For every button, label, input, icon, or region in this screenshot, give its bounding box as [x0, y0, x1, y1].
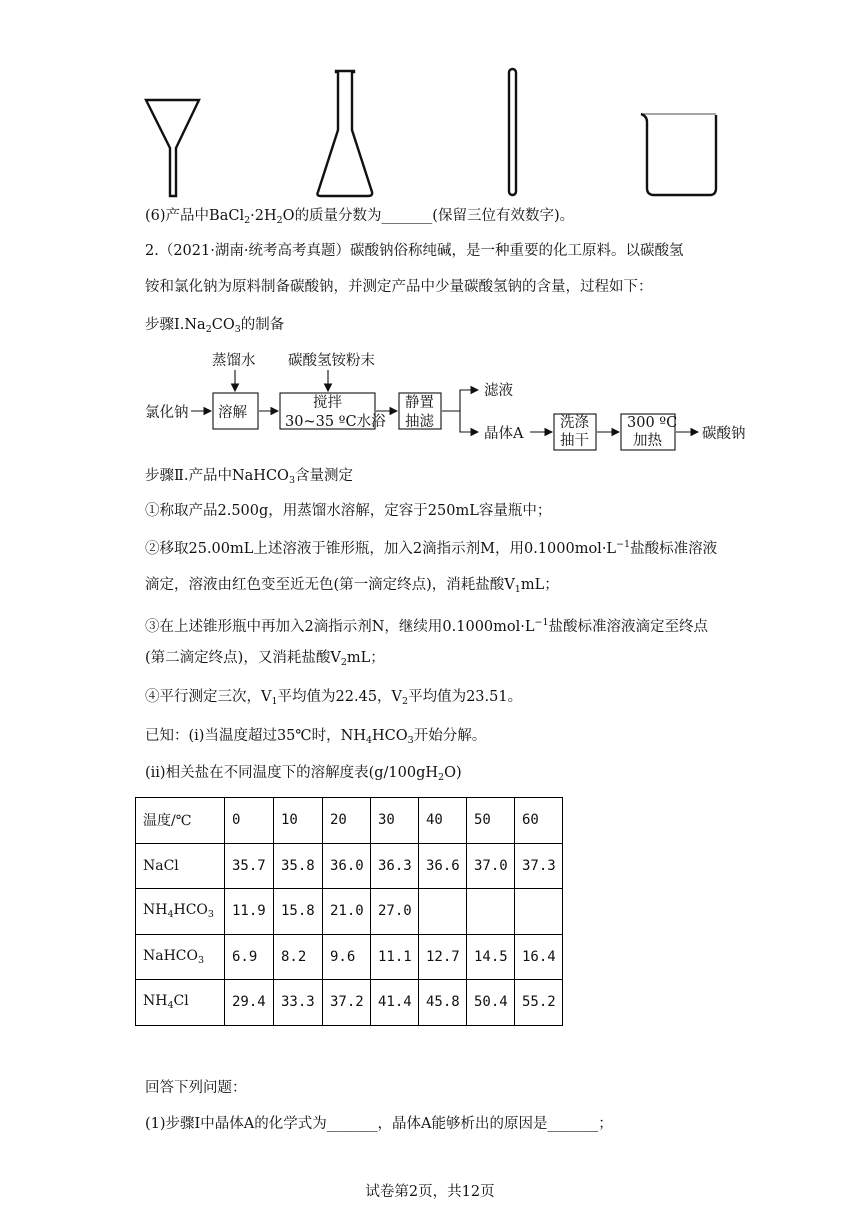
value-cell: 36.6: [419, 843, 467, 889]
flow-wash-label-1: 洗涤: [560, 415, 589, 431]
value-cell: 15.8: [274, 889, 323, 935]
flow-stir-label-2: 30~35 ºC水浴: [285, 414, 386, 430]
value-cell: [515, 889, 563, 935]
table-row: [136, 843, 563, 889]
value-cell: 37.3: [515, 843, 563, 889]
flow-dissolve-label: 溶解: [218, 405, 247, 421]
header-temp-cell: 30: [371, 798, 419, 844]
answer-prompt: 回答下列问题：: [145, 1080, 247, 1096]
salt-name-cell: NaHCO$_3$: [136, 934, 225, 980]
flow-diagram: [0, 340, 860, 460]
value-cell: 27.0: [371, 889, 419, 935]
value-cell: 16.4: [515, 934, 563, 980]
question-1: (1)步骤Ⅰ中晶体A的化学式为_______，晶体A能够析出的原因是_______；: [145, 1116, 613, 1132]
procedure-2-line1: ②移取25.00mL上述溶液于锥形瓶，加入2滴指示剂M，用$0.1000mol\cdot L^{-1}$盐酸标准溶液: [145, 539, 718, 557]
flow-crystal-label: 晶体A: [484, 426, 524, 442]
value-cell: 33.3: [274, 980, 323, 1026]
flow-settle-label-1: 静置: [405, 395, 434, 411]
value-cell: 36.3: [371, 843, 419, 889]
value-cell: 29.4: [225, 980, 274, 1026]
beaker-icon: [641, 114, 716, 195]
procedure-2-line2: 滴定，溶液由红色变至近无色(第一滴定终点)，消耗盐酸$V_1mL$；: [145, 577, 559, 595]
value-cell: 21.0: [323, 889, 371, 935]
value-cell: 55.2: [515, 980, 563, 1026]
procedure-4: ④平行测定三次，$V_1$平均值为22.45，$V_2$平均值为23.51。: [145, 689, 523, 707]
table-row: [136, 889, 563, 935]
flow-product-label: 碳酸钠: [702, 426, 746, 442]
flow-powder-label: 碳酸氢铵粉末: [288, 353, 375, 369]
flow-start-label: 氯化钠: [145, 405, 189, 421]
header-temp-cell: 0: [225, 798, 274, 844]
header-temp-cell: 10: [274, 798, 323, 844]
apparatus-illustration: [0, 60, 860, 200]
flow-filtrate-label: 滤液: [484, 383, 513, 399]
value-cell: 35.7: [225, 843, 274, 889]
known-condition: 已知：(i)当温度超过35℃时，$NH_4HCO_3$开始分解。: [145, 728, 487, 746]
question-6: (6)产品中$BaCl_2\cdot 2H_2O$的质量分数为_______(保留三位有效数字)。: [145, 208, 575, 226]
procedure-3-line1: ③在上述锥形瓶中再加入2滴指示剂N，继续用$0.1000mol\cdot L^{-1}$盐酸标准溶液滴定至终点: [145, 617, 709, 635]
value-cell: 50.4: [467, 980, 515, 1026]
value-cell: 11.1: [371, 934, 419, 980]
procedure-1: ①称取产品2.500g，用蒸馏水溶解，定容于250mL容量瓶中；: [145, 503, 552, 519]
flow-heat-label-1: 300 ºC: [627, 415, 678, 431]
value-cell: 35.8: [274, 843, 323, 889]
value-cell: [467, 889, 515, 935]
procedure-3-line2: (第二滴定终点)，又消耗盐酸$V_2mL$；: [145, 650, 385, 668]
value-cell: 12.7: [419, 934, 467, 980]
value-cell: 45.8: [419, 980, 467, 1026]
header-temp-cell: 20: [323, 798, 371, 844]
table-row: [136, 980, 563, 1026]
header-temperature-label: 温度/℃: [136, 798, 225, 844]
table-row: [136, 934, 563, 980]
flow-water-label: 蒸馏水: [212, 353, 256, 369]
funnel-icon: [146, 100, 199, 196]
header-temp-cell: 50: [467, 798, 515, 844]
flow-stir-label-1: 搅拌: [313, 395, 342, 411]
conical-flask-icon: [317, 71, 372, 196]
value-cell: 6.9: [225, 934, 274, 980]
question-2-line2: 铵和氯化钠为原料制备碳酸钠，并测定产品中少量碳酸氢钠的含量，过程如下：: [145, 279, 653, 295]
flow-heat-label-2: 加热: [633, 433, 662, 449]
page-footer: 试卷第2页，共12页: [365, 1184, 495, 1200]
value-cell: 37.2: [323, 980, 371, 1026]
salt-name-cell: $NH_4Cl$: [136, 980, 225, 1026]
question-2-line1: 2.（2021·湖南·统考高考真题）碳酸钠俗称纯碱，是一种重要的化工原料。以碳酸氢: [145, 243, 684, 259]
salt-name-cell: NaCl: [136, 843, 225, 889]
value-cell: 11.9: [225, 889, 274, 935]
flow-settle-label-2: 抽滤: [405, 414, 434, 430]
step-2-heading: 步骤Ⅱ.产品中NaHCO$_3$含量测定: [145, 468, 353, 486]
table-header-row: [136, 798, 563, 844]
value-cell: 9.6: [323, 934, 371, 980]
value-cell: 37.0: [467, 843, 515, 889]
table-caption: (ii)相关盐在不同温度下的溶解度表$(g/100gH_2O)$: [145, 765, 462, 783]
value-cell: 41.4: [371, 980, 419, 1026]
header-temp-cell: 40: [419, 798, 467, 844]
step-1-heading: 步骤$Ⅰ.Na_2CO_3$的制备: [145, 317, 285, 335]
glass-rod-icon: [509, 69, 516, 195]
value-cell: [419, 889, 467, 935]
value-cell: 8.2: [274, 934, 323, 980]
flow-wash-label-2: 抽干: [560, 433, 589, 449]
value-cell: 36.0: [323, 843, 371, 889]
solubility-table: [135, 797, 563, 1026]
salt-name-cell: $NH_4HCO_3$: [136, 889, 225, 935]
value-cell: 14.5: [467, 934, 515, 980]
header-temp-cell: 60: [515, 798, 563, 844]
